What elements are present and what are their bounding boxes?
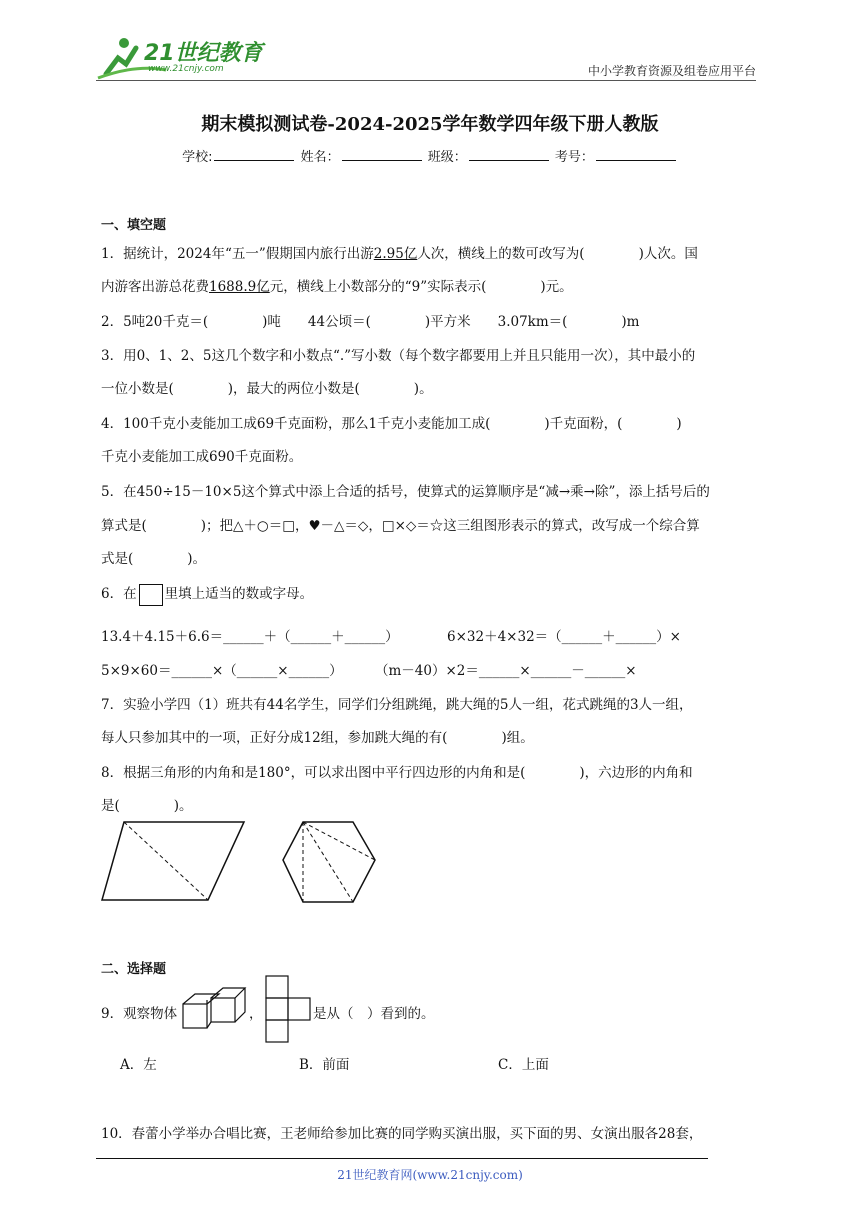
student-info	[0, 146, 860, 165]
q3-line2: 一位小数是( )，最大的两位小数是( )。	[101, 381, 433, 397]
logo-text: 21世纪教育	[144, 41, 263, 66]
q6-text: 6．在	[101, 586, 137, 602]
name-label: 姓名：	[300, 150, 340, 165]
q5-line3: 式是( )。	[101, 551, 207, 567]
q1-text: 元，横线上小数部分的“9”实际表示( )元。	[269, 279, 573, 295]
class-blank[interactable]	[469, 148, 549, 161]
q9-comma: ，	[249, 1006, 263, 1022]
q8-line1: 8．根据三角形的内角和是180°，可以求出图中平行四边形的内角和是( )，六边形的内角和	[101, 765, 693, 781]
q8-line2: 是( )。	[101, 798, 193, 814]
site-logo	[96, 34, 266, 80]
q5-line1: 5．在450÷15－10×5这个算式中添上合适的括号，使算式的运算顺序是“减→乘→除”，添上括号后的	[101, 484, 710, 500]
q6-expr2: 6×32＋4×32＝（______＋______）×	[447, 629, 681, 645]
parallelogram-figure	[98, 818, 248, 904]
header-divider	[96, 80, 756, 81]
answer-box	[139, 584, 163, 606]
school-label: 学校:	[182, 150, 213, 165]
logo-url: www.21cnjy.com	[148, 64, 224, 74]
q1-line1	[101, 242, 781, 262]
footer-text[interactable]: 21世纪教育网(www.21cnjy.com)	[337, 1168, 523, 1182]
q6-expr4: （m－40）×2＝______×______－______×	[375, 663, 637, 679]
section-choice-heading: 二、选择题	[101, 962, 167, 977]
section-fill-heading: 一、填空题	[101, 218, 167, 233]
class-label: 班级：	[427, 150, 467, 165]
q5-line2: 算式是( )；把△＋○＝□，♥－△＝◇，□×◇＝☆这三组图形表示的算式，改写成一个综合算	[101, 518, 700, 534]
view-grid-figure	[262, 974, 314, 1046]
q4-line1: 4．100千克小麦能加工成69千克面粉，那么1千克小麦能加工成( )千克面粉，( )	[101, 416, 682, 432]
q3-line1: 3．用0、1、2、5这几个数字和小数点“.”写小数（每个数字都要用上并且只能用一次），其中最小的	[101, 348, 696, 364]
q6-intro	[101, 582, 781, 606]
hexagon-figure	[279, 818, 379, 906]
cube-stack-figure	[181, 986, 249, 1030]
q2-line: 2．5吨20千克＝( )吨 44公顷＝( )平方米 3.07km＝( )m	[101, 314, 640, 330]
page-title: 期末模拟测试卷-2024-2025学年数学四年级下册人教版	[201, 114, 659, 135]
school-blank[interactable]	[214, 148, 294, 161]
q6-text: 里填上适当的数或字母。	[164, 586, 314, 602]
q10-line: 10．春蕾小学举办合唱比赛，王老师给参加比赛的同学购买演出服，买下面的男、女演出服各28套，	[101, 1126, 703, 1142]
exam-no-label: 考号：	[554, 150, 594, 165]
q6-expr1: 13.4＋4.15＋6.6＝______＋（______＋______）	[101, 629, 399, 645]
q7-line1: 7．实验小学四（1）班共有44名学生，同学们分组跳绳，跳大绳的5人一组，花式跳绳的3人一组，	[101, 697, 693, 713]
platform-label: 中小学教育资源及组卷应用平台	[587, 64, 756, 78]
exam-no-blank[interactable]	[596, 148, 676, 161]
q1-underlined-number: 2.95亿	[373, 246, 418, 262]
name-blank[interactable]	[342, 148, 422, 161]
q9-option-a[interactable]: A．左	[120, 1057, 157, 1073]
footer-divider	[96, 1158, 708, 1159]
q9-option-c[interactable]: C．上面	[498, 1057, 549, 1073]
q1-underlined-number: 1688.9亿	[209, 279, 270, 295]
q1-text: 1．据统计，2024年“五一”假期国内旅行出游	[101, 246, 374, 262]
q9-text: 9．观察物体	[101, 1006, 178, 1022]
q6-expr3: 5×9×60＝______×（______×______）	[101, 663, 343, 679]
q9-option-b[interactable]: B．前面	[299, 1057, 350, 1073]
q4-line2: 千克小麦能加工成690千克面粉。	[101, 449, 303, 465]
q7-line2: 每人只参加其中的一项，正好分成12组，参加跳大绳的有( )组。	[101, 730, 534, 746]
q1-text: 人次，横线上的数可改写为( )人次。国	[417, 246, 698, 262]
q1-line2	[101, 275, 781, 295]
q1-text: 内游客出游总花费	[101, 279, 209, 295]
q9-text: 是从（ ）看到的。	[313, 1006, 435, 1022]
